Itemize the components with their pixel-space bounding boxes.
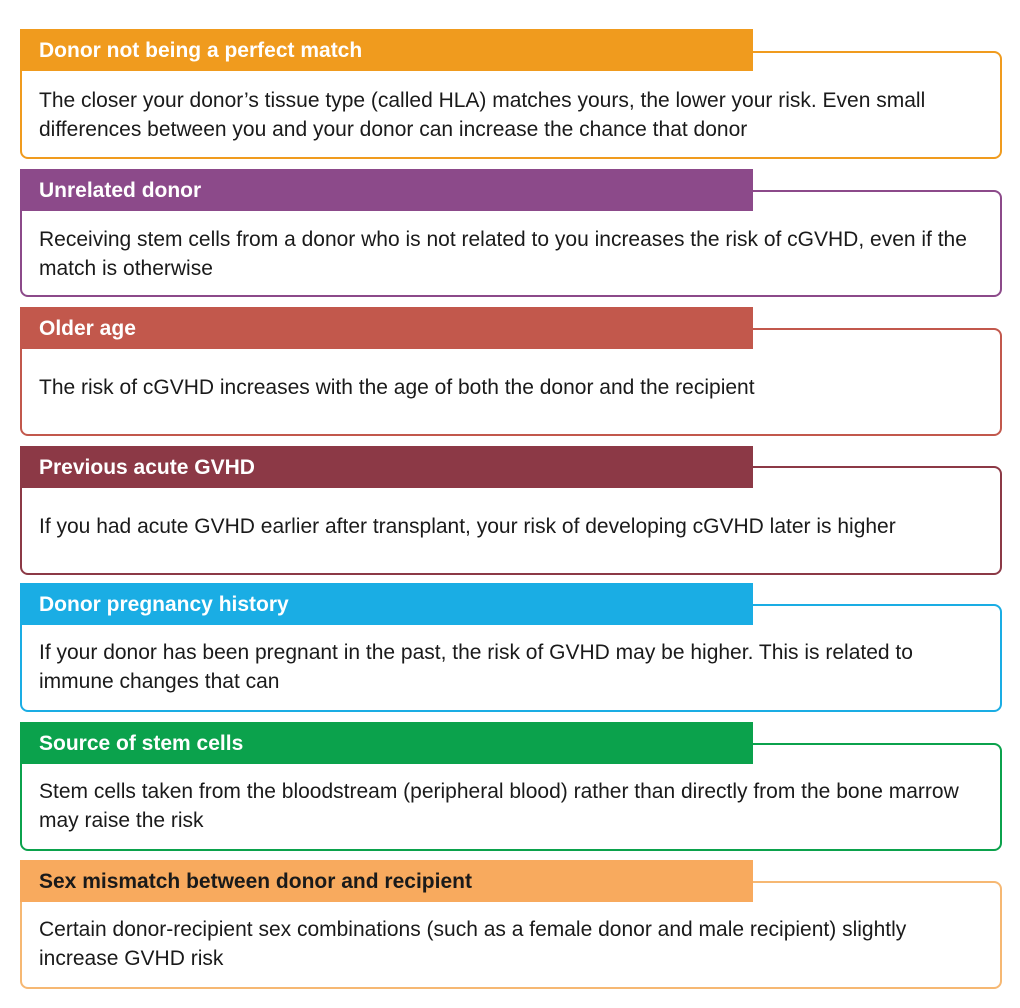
factor-card-sex-mismatch — [20, 860, 1002, 989]
factor-description: The closer your donor’s tissue type (called HLA) matches yours, the lower your risk. Even small differences between you and your donor can increase the chance that donor — [39, 89, 926, 141]
factor-card-stem-cell-source — [20, 722, 1002, 851]
factor-title: Older age — [20, 307, 753, 349]
factor-title: Previous acute GVHD — [20, 446, 753, 488]
factor-description: Stem cells taken from the bloodstream (peripheral blood) rather than directly from the bone marrow may raise the risk — [39, 780, 959, 832]
factor-card-donor-match — [20, 29, 1002, 159]
factor-description: If you had acute GVHD earlier after transplant, your risk of developing cGVHD later is higher — [39, 515, 896, 538]
factor-description: If your donor has been pregnant in the past, the risk of GVHD may be higher. This is related to immune changes that can — [39, 641, 913, 693]
factor-card-unrelated-donor — [20, 169, 1002, 297]
factor-title: Donor pregnancy history — [20, 583, 753, 625]
factor-title: Unrelated donor — [20, 169, 753, 211]
factor-card-older-age — [20, 307, 1002, 436]
factor-description: Certain donor-recipient sex combinations (such as a female donor and male recipient) slightly increase GVHD risk — [39, 918, 907, 970]
factor-title: Donor not being a perfect match — [20, 29, 753, 71]
factor-card-previous-acute-gvhd — [20, 446, 1002, 575]
factor-title: Source of stem cells — [20, 722, 753, 764]
factor-description: The risk of cGVHD increases with the age of both the donor and the recipient — [39, 376, 755, 399]
factor-card-donor-pregnancy — [20, 583, 1002, 712]
factor-description: Receiving stem cells from a donor who is not related to you increases the risk of cGVHD, even if the match is otherwise — [39, 228, 967, 280]
factor-title: Sex mismatch between donor and recipient — [20, 860, 753, 902]
